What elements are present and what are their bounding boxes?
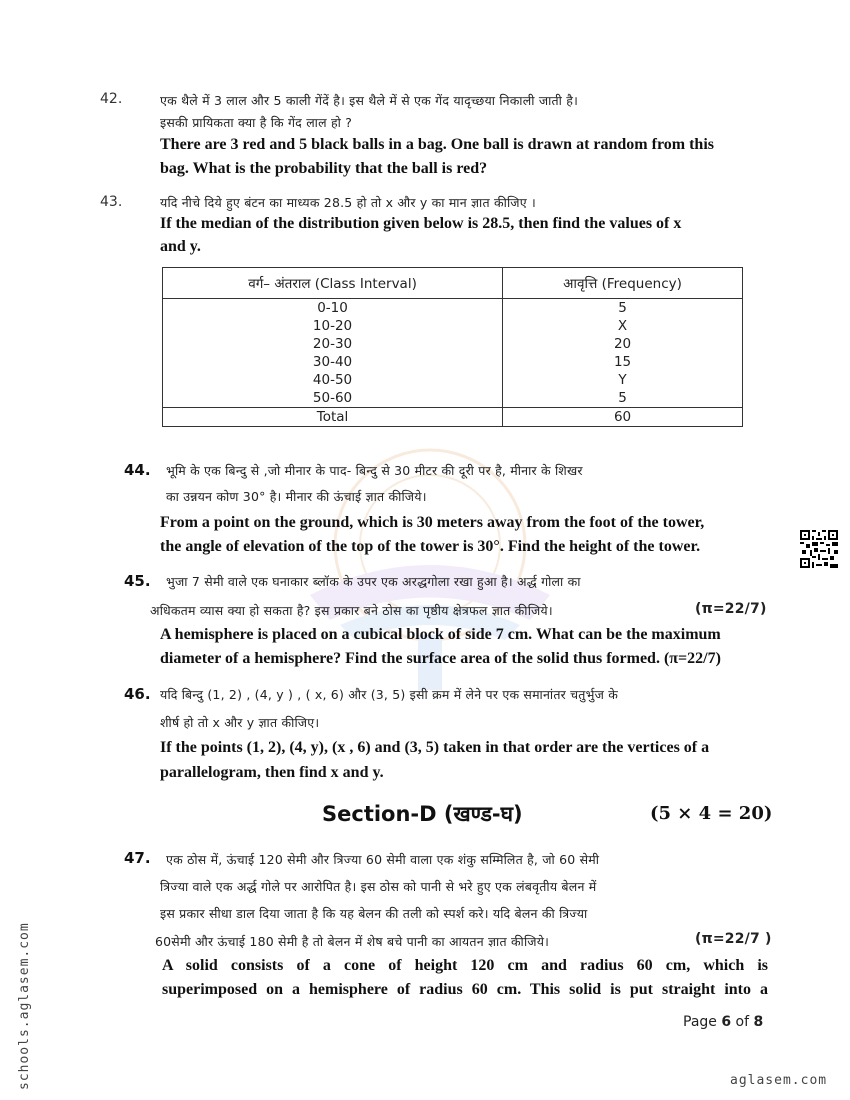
question-hindi-line: यदि नीचे दिये हुए बंटन का माध्यक 28.5 हो तो x और y का मान ज्ञात कीजिए । (160, 195, 536, 210)
question-number: 45. (124, 572, 151, 590)
question-hindi-line: इस प्रकार सीधा डाल दिया जाता है कि यह बेलन की तली को स्पर्श करे। यदि बेलन की त्रिज्या (160, 906, 588, 921)
table-cell: X (503, 317, 743, 335)
table-cell: 20-30 (163, 335, 503, 353)
table-cell: 5 (503, 389, 743, 408)
question-hindi-line: भुजा 7 सेमी वाले एक घनाकार ब्लॉक के उपर एक अरद्धगोला रखा हुआ है। अर्द्ध गोला का (166, 574, 581, 589)
page-indicator (683, 1014, 763, 1030)
table-cell: 30-40 (163, 353, 503, 371)
question-english-line: the angle of elevation of the top of the tower is 30°. Find the height of the tower. (160, 538, 701, 555)
total-pages: 8 (753, 1014, 764, 1030)
question-english-line: From a point on the ground, which is 30 meters away from the foot of the tower, (160, 514, 705, 531)
table-row (163, 317, 743, 335)
table-cell: 20 (503, 335, 743, 353)
question-hindi-line: एक थैले में 3 लाल और 5 काली गेंदें है। इस थैले में से एक गेंद यादृच्छया निकाली जाती है। (160, 93, 579, 108)
current-page: 6 (721, 1014, 732, 1030)
table-row (163, 353, 743, 371)
table-header: वर्ग– अंतराल (Class Interval) (163, 268, 503, 299)
question-english-line: superimposed on a hemisphere of radius 60 cm. This solid is put straight into a (162, 981, 768, 998)
question-hindi-line: यदि बिन्दु (1, 2) , (4, y ) , ( x, 6) और (3, 5) इसी क्रम में लेने पर एक समानांतर चतुर्भुज के (160, 687, 619, 702)
question-english-line: and y. (160, 238, 201, 255)
question-english-line: There are 3 red and 5 black balls in a bag. One ball is drawn at random from this (160, 136, 714, 153)
page-prefix: Page (683, 1014, 722, 1030)
table-cell: 50-60 (163, 389, 503, 408)
question-english-line: diameter of a hemisphere? Find the surface area of the solid thus formed. (π=22/7) (160, 650, 721, 667)
question-english-line: A hemisphere is placed on a cubical block of side 7 cm. What can be the maximum (160, 626, 721, 643)
side-watermark: schools.aglasem.com (17, 922, 32, 1090)
question-hindi-line: त्रिज्या वाले एक अर्द्ध गोले पर आरोपित है। इस ठोस को पानी से भरे हुए एक लंबवृतीय बेलन में (160, 879, 597, 894)
question-hindi-line: 60सेमी और ऊंचाई 180 सेमी है तो बेलन में शेष बचे पानी का आयतन ज्ञात कीजिये। (155, 934, 550, 949)
question-hindi-line: इसकी प्रायिकता क्या है कि गेंद लाल हो ? (160, 115, 353, 130)
table-row (163, 389, 743, 408)
table-cell: 5 (503, 299, 743, 318)
table-row (163, 371, 743, 389)
question-english-line: parallelogram, then find x and y. (160, 764, 384, 781)
question-number: 46. (124, 685, 151, 703)
table-row (163, 335, 743, 353)
question-hindi-line: का उन्नयन कोण 30° है। मीनार की ऊंचाई ज्ञात कीजिये। (166, 489, 427, 504)
question-number: 43. (100, 194, 123, 210)
page-of: of (731, 1014, 754, 1030)
pi-value: (π=22/7) (695, 601, 767, 617)
table-cell: 60 (503, 408, 743, 427)
question-hindi-line: भूमि के एक बिन्दु से ,जो मीनार के पाद- बिन्दु से 30 मीटर की दूरी पर है, मीनार के शिखर (166, 463, 583, 478)
table-cell: Y (503, 371, 743, 389)
table-row (163, 299, 743, 318)
question-hindi-line: एक ठोस में, ऊंचाई 120 सेमी और त्रिज्या 60 सेमी वाला एक शंकु सम्मिलित है, जो 60 सेमी (166, 852, 600, 867)
site-watermark: aglasem.com (730, 1073, 828, 1088)
distribution-table (162, 267, 743, 427)
section-title: Section-D (खण्ड-घ) (322, 802, 523, 826)
question-number: 42. (100, 91, 123, 107)
question-number: 44. (124, 461, 151, 479)
table-header-row (163, 268, 743, 299)
table-cell: 15 (503, 353, 743, 371)
question-english-line: If the points (1, 2), (4, y), (x , 6) and (3, 5) taken in that order are the vertices of a (160, 739, 710, 756)
question-hindi-line: शीर्ष हो तो x और y ज्ञात कीजिए। (160, 715, 320, 730)
table-cell: 0-10 (163, 299, 503, 318)
table-header: आवृत्ति (Frequency) (503, 268, 743, 299)
question-english-line: If the median of the distribution given below is 28.5, then find the values of x (160, 215, 682, 232)
question-number: 47. (124, 849, 151, 867)
pi-value: (π=22/7 ) (695, 931, 772, 947)
table-cell: 40-50 (163, 371, 503, 389)
question-english-line: A solid consists of a cone of height 120 cm and radius 60 cm, which is (162, 957, 768, 974)
section-marks: (5 × 4 = 20) (650, 803, 773, 824)
question-english-line: bag. What is the probability that the ball is red? (160, 160, 488, 177)
table-cell: 10-20 (163, 317, 503, 335)
table-cell: Total (163, 408, 503, 427)
question-hindi-line: अधिकतम व्यास क्या हो सकता है? इस प्रकार बने ठोस का पृष्ठीय क्षेत्रफल ज्ञात कीजिये। (150, 603, 553, 618)
qr-code-icon (800, 530, 838, 568)
table-row-total (163, 408, 743, 427)
